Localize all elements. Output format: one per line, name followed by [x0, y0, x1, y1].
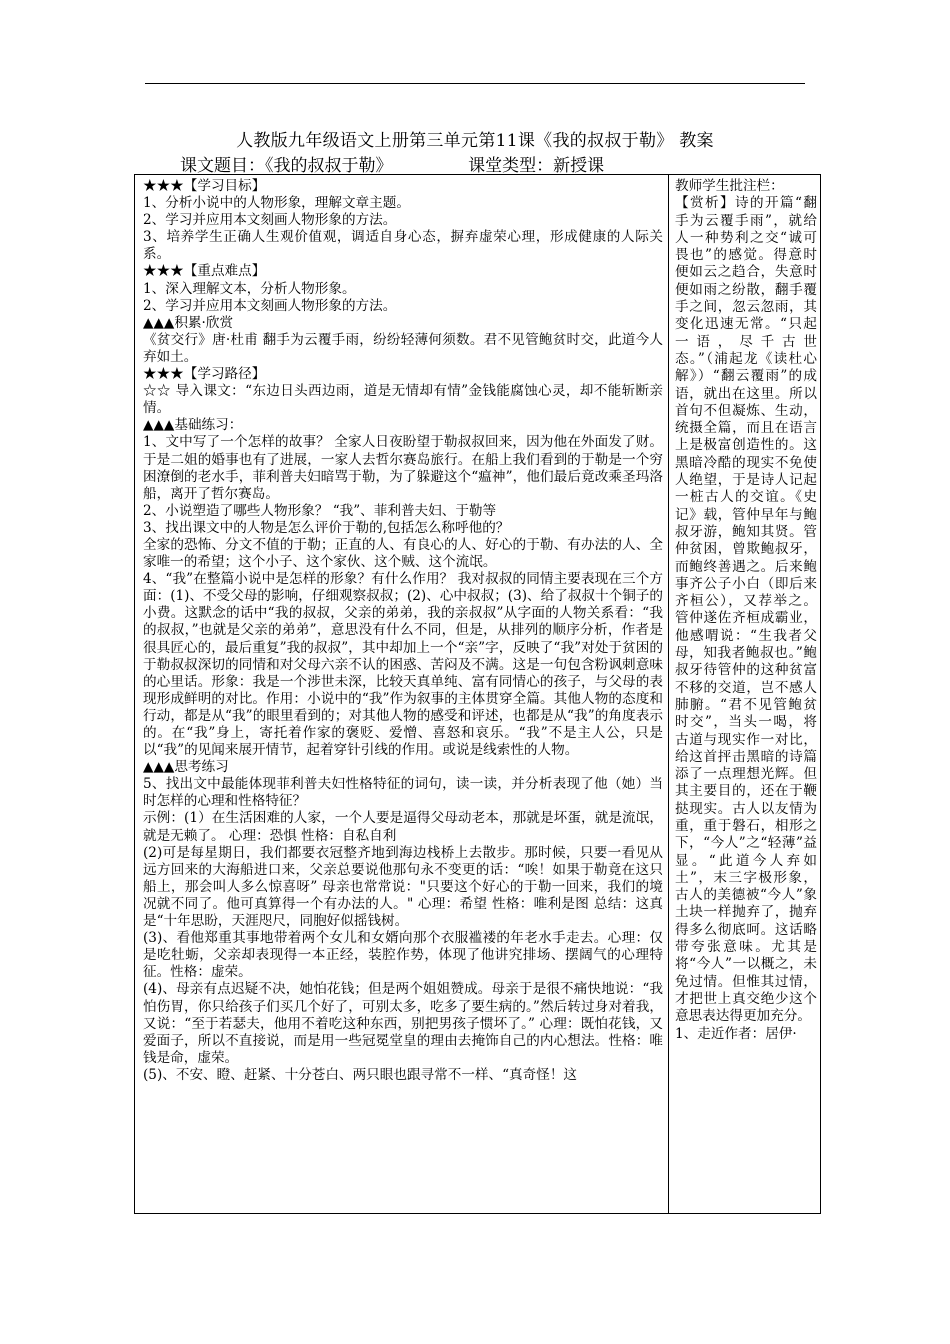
- intro-text: ☆☆ 导入课文：“东边日头西边雨，道是无情却有情”金钱能腐蚀心灵，却不能斩断亲情。: [143, 383, 663, 417]
- lesson-meta: [180, 151, 604, 176]
- top-rule: [145, 83, 805, 84]
- example-item: (3)、看他郑重其事地带着两个女儿和女婿向那个衣服褴褛的年老水手走去。心理：仅是吃牡蛎，父亲却表现得一本正经，装腔作势，体现了他讲究排场、摆阔气的心理特征。性格：虚荣。: [143, 930, 663, 981]
- section-heading-thinking-practice: ▲▲▲思考练习: [143, 759, 229, 776]
- section-heading-key-points: ★★★【重点难点】: [143, 263, 266, 280]
- main-column: [143, 178, 663, 1084]
- annotation-text: 【赏析】诗的开篇“翻手为云覆手雨”，就给人一种势利之交“诚可畏也”的感觉。得意时便如云之趋合，失意时便如雨之纷散，翻手覆手之间，忽云忽雨，其变化迅速无常。“只起一语，尽千古世态。”（浦起龙《读杜心解》）“翻云覆雨”的成语，就出在这里。所以首句不但凝炼、生动，统摄全篇，而且在语言上是极富创造性的。这黑暗冷酷的现实不免使人绝望，于是诗人记起一桩古人的交谊。《史记》载，管仲早年与鲍叔牙游，鲍知其贤。管仲贫困，曾欺鲍叔牙，而鲍终善遇之。后来鲍事齐公子小白（即后来齐桓公），又荐举之。管仲遂佐齐桓成霸业，他感喟说：“生我者父母，知我者鲍叔也。”鲍叔牙待管仲的这种贫富不移的交道，岂不感人肺腑。“君不见管鲍贫时交”，当头一喝，将古道与现实作一对比，给这首抨击黑暗的诗篇添了一点理想光辉。但其主要目的，还在于鞭挞现实。古人以友情为重，重于磐石，相形之下，“今人”之“轻薄”益显。“此道今人弃如土”，末三字极形象，古人的美德被“今人”象土块一样抛弃了，抛弃得多么彻底呵。这话略带夸张意味。尤其是将“今人”一以概之，未免过情。但惟其过情，才把世上真交绝少这个意思表达得更加充分。: [675, 195, 817, 1025]
- example-item: (4)、母亲有点迟疑不决，她怕花钱；但是两个姐姐赞成。母亲于是很不痛快地说：“我怕伤胃，你只给孩子们买几个好了，可别太多，吃多了要生病的。”然后转过身对着我，又说：“至于若瑟夫，他用不着吃这种东西，别把男孩子惯坏了。” 心理：既怕花钱，又爱面子，所以不直接说，而是用一些冠冕堂皇的理由去掩饰自己的内心想法。性格：唯钱是命，虚荣。: [143, 981, 663, 1066]
- annotation-text: 1、走近作者：居伊·: [675, 1025, 797, 1042]
- section-heading-path: ★★★【学习路径】: [143, 366, 266, 383]
- section-heading-goals: ★★★【学习目标】: [143, 178, 266, 194]
- key-point-item: 1、深入理解文本，分析人物形象。: [143, 280, 356, 297]
- annotation-column: [675, 178, 817, 1043]
- goal-item: 2、学习并应用本文刻画人物形象的方法。: [143, 212, 397, 229]
- section-heading-basic-practice: ▲▲▲基础练习：: [143, 417, 243, 434]
- question-answer: 2、小说塑造了哪些人物形象？ “我”、菲利普夫妇、于勒等: [143, 502, 497, 519]
- example-item: (5)、不安、瞪、赶紧、十分苍白、两只眼也跟寻常不一样、“真奇怪！这: [143, 1066, 578, 1083]
- question-answer: 5、找出文中最能体现菲利普夫妇性格特征的词句，读一读，并分析表现了他（她）当时怎样的心理和性格特征？: [143, 776, 663, 810]
- column-divider: [668, 175, 669, 1213]
- question-answer: 全家的恐怖、分文不值的于勒；正直的人、有良心的人、好心的于勒、有办法的人、全家唯一的希望；这个小子、这个家伙、这个贼、这个流氓。: [143, 536, 663, 571]
- lesson-table: [134, 174, 821, 1214]
- key-point-item: 2、学习并应用本文刻画人物形象的方法。: [143, 297, 397, 314]
- goal-item: 3、培养学生正确人生观价值观，调适自身心态，摒弃虚荣心理，形成健康的人际关系。: [143, 229, 663, 263]
- example-item: 示例：(1）在生活困难的人家，一个人要是逼得父母动老本，那就是坏蛋，就是流氓，就是无赖了。 心理：恐惧 性格：自私自利: [143, 810, 663, 844]
- annotation-heading: 教师学生批注栏：: [675, 178, 784, 194]
- lesson-subject: 课文题目：《我的叔叔于勒》: [180, 156, 393, 176]
- page-title: 人教版九年级语文上册第三单元第11课《我的叔叔于勒》 教案: [236, 131, 714, 151]
- poem-text: 《贫交行》唐·杜甫 翻手为云覆手雨，纷纷轻薄何须数。君不见管鲍贫时交，此道今人弃如土。: [143, 331, 663, 365]
- question-answer: 1、文中写了一个怎样的故事？ 全家人日夜盼望于勒叔叔回来，因为他在外面发了财。于是二姐的婚事也有了进展，一家人去哲尔赛岛旅行。在船上我们看到的于勒是一个穷困潦倒的老水手，菲利普夫妇暗骂于勒，为了躲避这个“瘟神”，他们最后竟改乘圣玛洛船，离开了哲尔赛岛。: [143, 434, 663, 502]
- question-answer: 4、“我”在整篇小说中是怎样的形象？有什么作用？ 我对叔叔的同情主要表现在三个方面：(1)、不受父母的影响，仔细观察叔叔；(2)、心中叔叔；(3)、给了叔叔十个铜子的小费。这默念的话中“我的叔叔，父亲的弟弟，我的亲叔叔”从字面的人物关系看：“我的叔叔，”也就是父亲的弟弟”，意思没有什么不同，但是，从排列的顺序分析，作者是很具匠心的，最后重复”我的叔叔”，其中却加上一个“亲”字，反映了“我”对处于贫困的于勒叔叔深切的同情和对父母六亲不认的困惑、苦闷及不满。这是一句包含粉讽刺意味的心里话。形象：我是一个涉世未深，比较天真单纯、富有同情心的孩子，与父母的表现形成鲜明的对比。作用：小说中的“我”作为叙事的主体贯穿全篇。其他人物的态度和行动，都是从“我”的眼里看到的；对其他人物的感受和评述，也都是从“我”的角度表示的。在“我”身上，寄托着作家的褒贬、爱憎、喜怒和哀乐。“我”不是主人公，只是以“我”的见闻来展开情节，起着穿针引线的作用。或说是线索性的人物。: [143, 571, 663, 759]
- lesson-type: 课堂类型：新授课: [468, 156, 605, 176]
- goal-item: 1、分析小说中的人物形象，理解文章主题。: [143, 195, 410, 212]
- section-heading-appreciation: ▲▲▲积累·欣赏: [143, 314, 234, 331]
- example-item: (2)可是每星期日，我们都要衣冠整齐地到海边栈桥上去散步。那时候，只要一看见从远方回来的大海船进口来，父亲总要说他那句永不变更的话：“唉！如果于勒竟在这只船上，那会叫人多么惊喜呀” 母亲也常常说："只要这个好心的于勒一回来，我们的境况就不同了。他可真算得一个有办法的人。" 心理：希望 性格：唯利是图 总结：这真是“十年思盼，天涯咫尺，同胞好似摇钱树。: [143, 844, 663, 930]
- question-answer: 3、找出课文中的人物是怎么评价于勒的,包括怎么称呼他的？: [143, 519, 510, 536]
